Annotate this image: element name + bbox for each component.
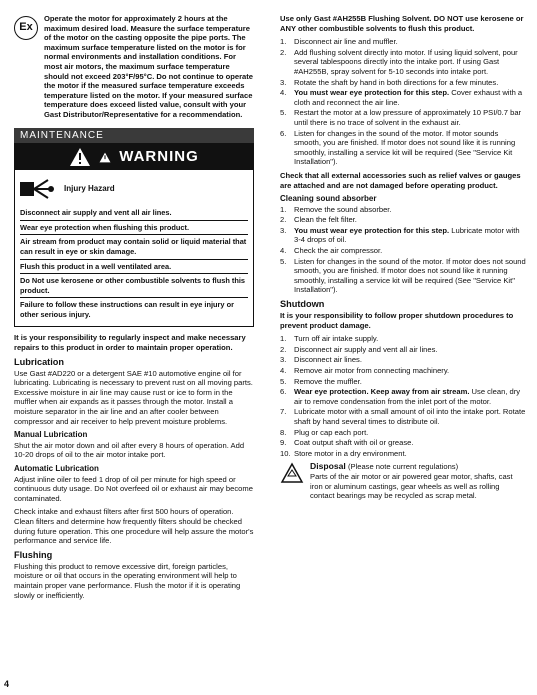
left-column	[14, 14, 254, 604]
step-text	[294, 78, 526, 88]
step-main-text: Store motor in a dry environment.	[294, 448, 407, 458]
step-main-text: Rotate the shaft by hand in both directions for a few minutes.	[294, 77, 499, 87]
warning-body	[15, 170, 253, 326]
step-text	[294, 355, 526, 365]
step-number: 9.	[280, 438, 287, 448]
step-text	[294, 108, 526, 127]
step-main-text: Disconnect air lines.	[294, 355, 362, 365]
list-item	[280, 407, 526, 426]
list-item	[280, 215, 526, 225]
step-text	[294, 407, 526, 426]
step-text	[294, 449, 526, 459]
step-extra-text: Cover exhaust with a cloth and reconnect the air line.	[294, 88, 523, 107]
step-main-text: Remove the muffler.	[294, 376, 362, 386]
step-number: 2.	[280, 47, 287, 57]
responsibility-text: It is your responsibility to regularly inspect and make necessary repairs to this product in order to maintain proper operation.	[14, 333, 246, 353]
list-item	[280, 88, 526, 107]
step-number: 3.	[280, 77, 287, 87]
recycle-icon	[280, 462, 304, 484]
step-text	[294, 88, 526, 107]
list-item	[280, 246, 526, 256]
warning-box	[14, 143, 254, 327]
solvent-note: Use only Gast #AH255B Flushing Solvent. DO NOT use kerosene or ANY other combustible solvents to flush this product.	[280, 14, 524, 33]
warning-triangle-small-icon	[99, 152, 111, 163]
warning-line: Disconnect air supply and vent all air lines.	[20, 206, 248, 221]
accessories-check-note: Check that all external accessories such as relief valves or gauges are attached and are not damaged before operating product.	[280, 170, 521, 190]
step-text	[294, 215, 526, 225]
explosion-protection-icon: Ex	[14, 16, 38, 40]
warning-line: Failure to follow these instructions can result in eye injury or other serious injury.	[20, 300, 234, 319]
list-item	[280, 78, 526, 88]
flush-steps-list	[280, 37, 526, 167]
step-main-text: Wear eye protection. Keep away from air stream.	[294, 387, 470, 397]
list-item	[280, 257, 526, 295]
step-text	[294, 246, 526, 256]
list-item	[280, 108, 526, 127]
right-column	[280, 14, 526, 505]
list-item	[280, 366, 526, 376]
step-number: 1.	[280, 37, 287, 47]
step-main-text: Plug or cap each port.	[294, 427, 369, 437]
lubrication-text: Use Gast #AD220 or a detergent SAE #10 automotive engine oil for lubricating. Lubricating is necessary to prevent rust on all moving parts. Excessive moisture in air line may cause rust or ice to form in the muffler when air expands as it passes through the motor. Install a moisture separator in the air line and an after cooler between compressor and air receiver to help prevent moisture problems.	[14, 368, 253, 426]
list-item	[280, 438, 526, 448]
list-item	[280, 449, 526, 459]
disposal-content	[310, 462, 526, 504]
step-main-text: Listen for changes in the sound of the motor. If motor does not sound smooth, you are finished. If motor does not sound like it running smoothly, installing a service kit will be required (See "Service Kit" Installation").	[294, 256, 526, 295]
flushing-heading: Flushing	[14, 549, 53, 560]
list-item	[280, 377, 526, 387]
manual-lubrication-text: Shut the air motor down and oil after every 8 hours of operation. Add 10-20 drops of oil to the air motor intake port.	[14, 440, 245, 460]
intro-text: Operate the motor for approximately 2 hours at the maximum desired load. Measure the surface temperature of the motor on the casting opposite the pipe ports. The maximum surface temperature listed on the motor is for normal environments and installation conditions. For most air motors, the maximum surface temperature should not exceed 203°F/95°C. Do not continue to operate the motor if the measured surface temperature exceeds temperature listed on the motor. If your measured surface temperature does exceed listed value, consult with your Gast Distributor/Representative for a recommendation.	[44, 14, 254, 119]
step-extra-text: Lubricate motor with 3-4 drops of oil.	[294, 225, 520, 245]
step-text	[294, 377, 526, 387]
cleaning-steps-list	[280, 205, 526, 295]
warning-line: Wear eye protection when flushing this product.	[20, 221, 248, 236]
step-main-text: Coat output shaft with oil or grease.	[294, 438, 414, 448]
warning-line: Do Not use kerosene or other combustible solvents to flush this product.	[20, 274, 248, 298]
flushing-text: Flushing this product to remove excessive dirt, foreign particles, moisture or oil that occurs in the operating environment will help to maintain proper vane performance. Flush the motor if it is operating slowly or inefficiently.	[14, 561, 241, 600]
step-main-text: Remove air motor from connecting machinery.	[294, 366, 450, 375]
step-number: 3.	[280, 225, 287, 235]
warning-header	[15, 144, 253, 170]
list-item	[280, 205, 526, 215]
step-main-text: Check the air compressor.	[294, 246, 383, 256]
list-item	[280, 345, 526, 355]
cleaning-heading: Cleaning sound absorber	[280, 194, 377, 204]
step-number: 4.	[280, 88, 287, 98]
automatic-lubrication-heading: Automatic Lubrication	[14, 464, 99, 473]
page-number: 4	[4, 679, 10, 689]
step-number: 5.	[280, 376, 287, 386]
list-item	[280, 355, 526, 365]
disposal-note: (Please note current regulations)	[347, 462, 459, 472]
step-main-text: You must wear eye protection for this step.	[294, 225, 450, 235]
maintenance-heading: MAINTENANCE	[14, 128, 254, 144]
step-text	[294, 48, 526, 77]
warning-title: WARNING	[119, 148, 199, 166]
list-item	[280, 226, 526, 245]
list-item	[280, 387, 526, 406]
list-item	[280, 48, 526, 77]
list-item	[280, 37, 526, 47]
list-item	[280, 428, 526, 438]
shutdown-steps-list	[280, 334, 526, 458]
step-main-text: Add flushing solvent directly into motor. If using liquid solvent, pour several tablespoons directly into the intake port. If using Gast #AH255B, spray solvent for 5-10 seconds into intake port.	[294, 47, 518, 76]
step-text	[294, 345, 526, 355]
step-text	[294, 387, 526, 406]
air-stream-hazard-icon	[20, 176, 54, 202]
automatic-lubrication-text: Adjust inline oiler to feed 1 drop of oil per minute for high speed or continuous duty usage. Do Not overfeed oil or exhaust air may become contaminated.	[14, 474, 253, 503]
step-main-text: Remove the sound absorber.	[294, 204, 392, 214]
step-text	[294, 205, 526, 215]
step-number: 2.	[280, 344, 287, 354]
step-text	[294, 226, 526, 245]
list-item	[280, 129, 526, 167]
step-number: 8.	[280, 427, 287, 437]
warning-line: Air stream from product may contain solid or liquid material that can result in eye or skin damage.	[20, 235, 248, 259]
step-text	[294, 334, 526, 344]
step-number: 6.	[280, 387, 287, 397]
step-main-text: Clean the felt filter.	[294, 215, 357, 225]
step-number: 4.	[280, 366, 287, 375]
list-item	[280, 334, 526, 344]
step-main-text: Turn off air intake supply.	[294, 334, 379, 344]
step-text	[294, 257, 526, 295]
shutdown-intro: It is your responsibility to follow proper shutdown procedures to prevent product damage.	[280, 311, 514, 330]
step-text	[294, 129, 526, 167]
manual-lubrication-heading: Manual Lubrication	[14, 430, 88, 440]
step-number: 5.	[280, 256, 287, 266]
step-main-text: Listen for changes in the sound of the motor. If motor sounds smooth, you are finished. If motor does not sound like it is running smoothly, installing a service kit will be required (See "Service Kit Installation").	[294, 128, 516, 167]
warning-triangle-icon	[69, 147, 91, 167]
step-number: 5.	[280, 108, 287, 118]
step-number: 4.	[280, 246, 287, 256]
intro-section	[14, 14, 254, 124]
step-extra-text: Use clean, dry air to remove condensation from the inlet port of the motor.	[294, 387, 521, 406]
step-main-text: You must wear eye protection for this step.	[294, 88, 450, 98]
disposal-heading: Disposal	[310, 461, 346, 472]
hazard-row	[20, 176, 248, 202]
step-number: 1.	[280, 334, 287, 344]
step-main-text: Disconnect air line and muffler.	[294, 37, 398, 47]
step-number: 3.	[280, 355, 287, 365]
step-text	[294, 428, 526, 438]
step-number: 1.	[280, 204, 287, 214]
step-main-text: Disconnect air supply and vent all air lines.	[294, 344, 438, 354]
step-number: 6.	[280, 128, 287, 138]
step-main-text: Lubricate motor with a small amount of oil into the intake port. Rotate shaft by hand several times to distribute oil.	[294, 407, 526, 426]
step-text	[294, 366, 526, 376]
disposal-section	[280, 462, 526, 504]
disposal-text: Parts of the air motor or air powered gear motor, shafts, cast iron or aluminum castings, gear wheels as well as rolling contact bearings may be recycled as scrap metal.	[310, 471, 513, 501]
step-main-text: Restart the motor at a low pressure of approximately 10 PSI/0.7 bar until there is no trace of solvent in the exhaust air.	[294, 108, 522, 127]
filter-check-text: Check intake and exhaust filters after first 500 hours of operation. Clean filters and determine how frequently filters should be checked during future operation. This one procedure will help assure the motor's performance and service life.	[14, 507, 254, 546]
step-text	[294, 438, 526, 448]
step-number: 7.	[280, 407, 287, 417]
warning-line: Flush this product in a well ventilated area.	[20, 260, 248, 275]
step-text	[294, 37, 526, 47]
shutdown-heading: Shutdown	[280, 299, 325, 310]
step-number: 2.	[280, 215, 287, 225]
hazard-label: Injury Hazard	[64, 184, 115, 194]
step-number: 10.	[280, 448, 291, 458]
lubrication-heading: Lubrication	[14, 356, 65, 367]
